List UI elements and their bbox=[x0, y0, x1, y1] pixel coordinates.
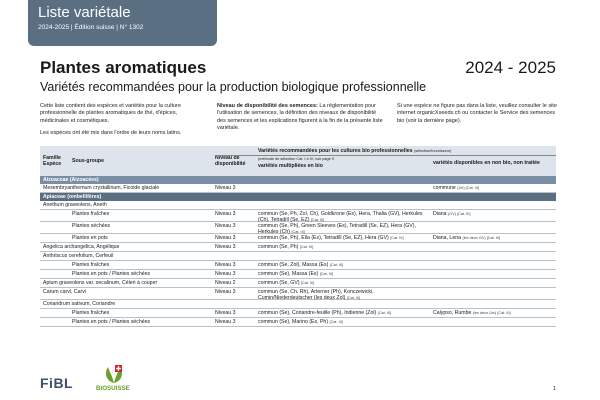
untreated-note: (GV) [Cat. III] bbox=[448, 212, 471, 216]
header-untreated: variétés disponibles en non bio, non traitée bbox=[433, 160, 540, 166]
banner-title: Liste variétale bbox=[38, 4, 131, 21]
organic-varieties-text: commun (Se, Ph), Green Sleeves (Es), Tetradill (Se, EZ), Hera (GV), Herkules (Ch) bbox=[258, 223, 416, 235]
availability-level: Niveau 3 bbox=[215, 271, 236, 277]
availability-level: Niveau 3 bbox=[215, 262, 236, 268]
organic-varieties bbox=[258, 311, 428, 317]
organic-varieties-text: commun (Se, Ph) bbox=[258, 244, 299, 250]
availability-level: Niveau 3 bbox=[215, 211, 236, 217]
header-selection-note: (méthode de sélection Cat. I à IV, voir page 9 bbox=[258, 157, 334, 161]
header-family: Famille bbox=[43, 155, 61, 161]
table-row bbox=[40, 288, 556, 300]
table-row bbox=[40, 252, 556, 261]
organic-varieties bbox=[258, 263, 428, 269]
table-row bbox=[40, 243, 556, 252]
header-level: Niveau de disponibilité bbox=[215, 155, 246, 168]
page-number: 1 bbox=[552, 386, 556, 392]
species-name: Apium graveolens var. secalinum, Céleri à couper bbox=[43, 280, 158, 286]
header-multiplied: variétés multipliées en bio bbox=[258, 163, 323, 169]
category-header: Aizoaceae (Aizoacées) bbox=[40, 176, 556, 184]
header-species: Espèce bbox=[43, 161, 62, 167]
availability-heading: Niveau de disponibilité des semences: bbox=[217, 103, 318, 109]
untreated-varieties bbox=[433, 236, 556, 242]
category-note: [Cat. III] bbox=[319, 272, 333, 276]
untreated-note: (Jel) [Cat. III] bbox=[457, 186, 479, 190]
category-note: [Cat. III] bbox=[299, 245, 314, 249]
intro-column-1 bbox=[40, 103, 205, 138]
table-row bbox=[40, 309, 556, 318]
bio-suisse-label: BIOSUISSE bbox=[96, 385, 130, 392]
species-name: Angelica archangelica, Angélique bbox=[43, 244, 120, 250]
organic-varieties-text: commun (Se), Marino (Es, Ph) bbox=[258, 319, 329, 325]
species-name: Plantes en pots bbox=[72, 235, 108, 241]
fibl-logo: FiBL bbox=[40, 375, 74, 391]
availability-text: La réglementation pour l'utilisation de semences, la définition des niveaux de disponibilité des semences et les explications figurent à la fin de la présente liste variétale. bbox=[217, 103, 383, 132]
species-name: Carum carvi, Carvi bbox=[43, 289, 86, 295]
intro-column-2 bbox=[217, 103, 385, 133]
organic-varieties bbox=[258, 245, 428, 251]
table-body bbox=[40, 176, 556, 327]
table-row bbox=[40, 184, 556, 193]
species-name: Plantes fraîches bbox=[72, 211, 110, 217]
contact-note: Si une espèce ne figure pas dans la liste, veuillez consulter le site internet organicXseeds.ch ou contacter le Service des semences bio (voir la dernière page). bbox=[397, 103, 557, 124]
untreated-varieties-text: Calypso, Rumbe bbox=[433, 310, 472, 316]
organic-varieties-text: commun (Se, Ph, Zol, Ch), Goldkrone (Es), Hera, Thalia (GV), Herkules (Ch), Tetradill (Se, EZ) bbox=[258, 211, 423, 223]
organic-varieties-text: commun (Se, GV) bbox=[258, 280, 300, 286]
table-row bbox=[40, 270, 556, 279]
species-name: Mesembryanthemum crystallinum, Ficoide glaciale bbox=[43, 185, 160, 191]
variety-table bbox=[40, 146, 556, 327]
intro-text: Cette liste contient des espèces et variétés pour la culture professionnelle de plantes aromatiques de thé, d'épices, médicinales et cosmétiques. bbox=[40, 103, 181, 124]
availability-level: Niveau 3 bbox=[215, 319, 236, 325]
intro-order-note: Les espèces ont été mis dans l'ordre de leurs noms latins. bbox=[40, 130, 182, 137]
untreated-varieties-text: Diana bbox=[433, 211, 447, 217]
page-title: Plantes aromatiques bbox=[40, 58, 207, 77]
table-row bbox=[40, 210, 556, 222]
table-row bbox=[40, 261, 556, 270]
header-recommended-note: (sélection/fournisseur) bbox=[413, 149, 452, 153]
category-note: [Cat. III] bbox=[300, 281, 315, 285]
page-years: 2024 - 2025 bbox=[465, 58, 556, 77]
table-row bbox=[40, 318, 556, 327]
untreated-varieties bbox=[433, 186, 556, 192]
availability-level: Niveau 3 bbox=[215, 289, 236, 295]
availability-level: Niveau 2 bbox=[215, 280, 236, 286]
organic-varieties bbox=[258, 320, 428, 326]
header-banner bbox=[28, 0, 217, 46]
category-note: [Cat. III] bbox=[329, 263, 344, 267]
untreated-note: (les deux GV) [Cat. III] bbox=[462, 236, 500, 240]
organic-varieties bbox=[258, 281, 428, 287]
table-row bbox=[40, 222, 556, 234]
untreated-varieties bbox=[433, 311, 556, 317]
header-recommended bbox=[258, 148, 556, 154]
species-name: Plantes en pots / Plantes séchées bbox=[72, 271, 151, 277]
species-name: Plantes fraîches bbox=[72, 262, 110, 268]
untreated-varieties bbox=[433, 212, 556, 218]
species-name: Coriandrum sativum, Coriandre bbox=[43, 301, 116, 307]
category-note: [Cat. III] bbox=[329, 320, 343, 324]
organic-varieties-text: commun (Se), Coriandre-feuille (Ph), Indienne (Zol) bbox=[258, 310, 377, 316]
species-name: Plantes fraîches bbox=[72, 310, 110, 316]
table-header bbox=[40, 146, 556, 176]
untreated-varieties-text: commune bbox=[433, 185, 456, 191]
availability-level: Niveau 3 bbox=[215, 310, 236, 316]
header-recommended-label: Variétés recommandées pour les cultures bio professionnelles bbox=[258, 148, 413, 154]
species-name: Anthriscus cerefolium, Cerfeuil bbox=[43, 253, 114, 259]
category-note: [Cat. III] bbox=[310, 217, 325, 222]
category-note: [Cat. III] bbox=[377, 311, 391, 315]
untreated-varieties-text: Diana, Lena bbox=[433, 235, 461, 241]
category-note: [Cat. III] bbox=[291, 229, 305, 234]
availability-level: Niveau 3 bbox=[215, 244, 236, 250]
organic-varieties-text: commun (Se, Zol), Massa (Es) bbox=[258, 262, 329, 268]
availability-level: Niveau 3 bbox=[215, 223, 236, 229]
organic-varieties bbox=[258, 272, 428, 278]
category-note: [Cat. III] bbox=[390, 236, 404, 240]
availability-level: Niveau 3 bbox=[215, 235, 236, 241]
table-row bbox=[40, 279, 556, 288]
organic-varieties-text: commun (Se), Massa (Es) bbox=[258, 271, 319, 277]
species-name: Anethum graveolens, Aneth bbox=[43, 202, 107, 208]
header-subgroup: Sous-groupe bbox=[72, 158, 104, 164]
organic-varieties bbox=[258, 236, 428, 242]
species-name: Plantes séchées bbox=[72, 223, 111, 229]
organic-varieties-text: commun (Se, Ch, Rh), Arterner (Ph), Konczewicki, Cumin/Niederdeutscher (les deux Zol) bbox=[258, 289, 374, 301]
page-subtitle: Variétés recommandées pour la production biologique professionnelle bbox=[40, 80, 427, 94]
banner-subtitle: 2024-2025 | Édition suisse | N° 1302 bbox=[38, 24, 144, 31]
availability-level: Niveau 3 bbox=[215, 185, 236, 191]
table-row bbox=[40, 201, 556, 210]
untreated-note: (les deux Uni) [Cat. III] bbox=[472, 311, 511, 315]
table-row bbox=[40, 234, 556, 243]
category-note: [Cat. III] bbox=[346, 295, 361, 300]
intro-column-3 bbox=[397, 103, 557, 125]
category-header: Apiaceae (ombellifères) bbox=[40, 193, 556, 201]
organic-varieties-text: commun (Se, Ph), Ella (Es), Tetradill (Se, EZ), Hera (GV) bbox=[258, 235, 389, 241]
table-row bbox=[40, 300, 556, 309]
species-name: Plantes en pots / Plantes séchées bbox=[72, 319, 151, 325]
